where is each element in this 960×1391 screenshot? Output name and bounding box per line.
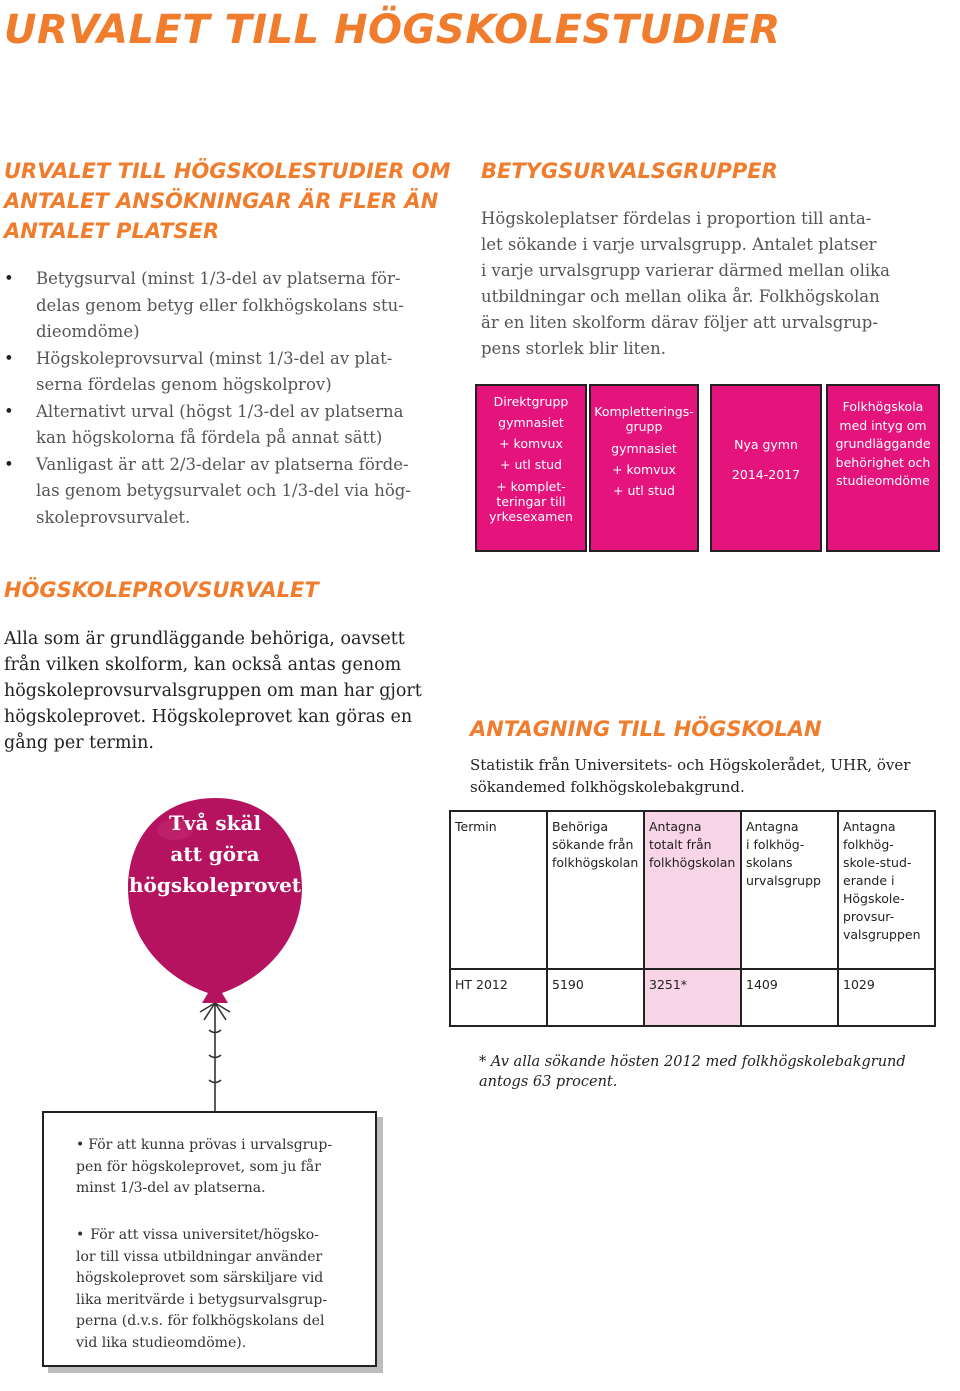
table-cell: 5190	[547, 969, 644, 1026]
section-heading-urvalet: URVALET TILL HÖGSKOLESTUDIER OM ANTALET ANSÖKNINGAR ÄR FLER ÄN ANTALET PLATSER	[4, 159, 451, 243]
antagning-intro: Statistik från Universitets- och Högskolerådet, UHR, över sökandemed folkhögskolebakgrund.	[470, 756, 911, 796]
table-cell: HT 2012	[450, 969, 547, 1026]
note-bullet-2: • För att vissa universitet/högsko- lor till vissa utbildningar använder högskoleprovet som särskiljare vid lika meritvärde i betygsurvalsgrup- perna (d.v.s. för folkhögskolans del vid lika studieomdöme).	[76, 1227, 328, 1351]
section-heading-hogskoleprovsurvalet: HÖGSKOLEPROVSURVALET	[4, 578, 319, 602]
list-item: • Alternativt urval (högst 1/3-del av platserna kan högskolorna få fördela på annat sätt)	[4, 399, 456, 452]
urvalsgrupp-box-nya-gymn: Nya gymn 2014-2017	[710, 384, 822, 552]
urvalsgrupp-box-kompletteringsgrupp: Kompletterings- grupp gymnasiet + komvux + utl stud	[589, 384, 699, 552]
urvalsgrupp-box-direktgrupp: Direktgrupp gymnasiet + komvux + utl stud + komplet- teringar till yrkesexamen	[475, 384, 587, 552]
hogskoleprov-body: Alla som är grundläggande behöriga, oavsett från vilken skolform, kan också antas genom högskoleprovsurvalsgruppen om man har gjort högskoleprovet. Högskoleprovet kan göras en gång per termin.	[4, 629, 422, 753]
urvalsgrupp-box-folkhogskola: Folkhögskola med intyg om grundläggande behörighet och studieomdöme	[826, 384, 940, 552]
table-header-cell: Behöriga sökande från folkhögskolan	[547, 811, 644, 969]
table-header-row	[450, 811, 935, 969]
table-footnote: * Av alla sökande hösten 2012 med folkhögskolebakgrund antogs 63 procent.	[479, 1054, 906, 1090]
note-box	[42, 1111, 377, 1367]
betygsurval-body: Högskoleplatser fördelas i proportion till anta- let sökande i varje urvalsgrupp. Antalet platser i varje urvalsgrupp varierar därmed mellan olika utbildningar och mellan olika år. Folkhögskolan är en liten skolform därav följer att urvalsgrup- pens storlek blir liten.	[481, 209, 891, 358]
list-item: • Högskoleprovsurval (minst 1/3-del av plat- serna fördelas genom högskolprov)	[4, 346, 456, 399]
table-header-cell: Antagna folkhög- skole-stud- erande i Högskole- provsur- valsgruppen	[838, 811, 935, 969]
section-heading-betygsurvalsgrupper: BETYGSURVALSGRUPPER	[481, 159, 778, 183]
table-header-cell: Antagna totalt från folkhögskolan	[644, 811, 741, 969]
table-cell: 1029	[838, 969, 935, 1026]
note-bullet-1: • För att kunna prövas i urvalsgrup- pen för högskoleprovet, som ju får minst 1/3-del av platserna.	[76, 1137, 333, 1196]
urval-bullet-list	[4, 266, 456, 531]
antagning-table	[449, 810, 936, 1027]
table-row	[450, 969, 935, 1026]
table-cell: 1409	[741, 969, 838, 1026]
table-header-cell: Termin	[450, 811, 547, 969]
balloon-text: Två skäl att göra högskoleprovet	[128, 811, 302, 897]
table-cell: 3251*	[644, 969, 741, 1026]
list-item: • Betygsurval (minst 1/3-del av platserna för- delas genom betyg eller folkhögskolans stu- dieomdöme)	[4, 266, 456, 346]
list-item: • Vanligast är att 2/3-delar av platserna förde- las genom betygsurvalet och 1/3-del via hög- skoleprovsurvalet.	[4, 452, 456, 532]
page-title: URVALET TILL HÖGSKOLESTUDIER	[4, 7, 781, 53]
table-header-cell: Antagna i folkhög- skolans urvalsgrupp	[741, 811, 838, 969]
balloon-string	[209, 1004, 221, 1120]
section-heading-antagning: ANTAGNING TILL HÖGSKOLAN	[470, 717, 822, 741]
